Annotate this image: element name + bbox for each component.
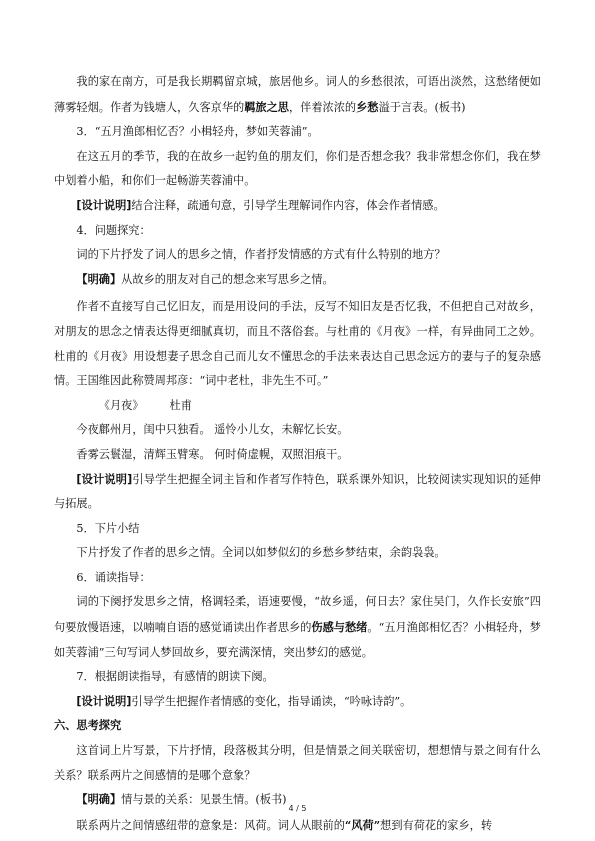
poem-heading <box>54 394 541 419</box>
bold-text: 羁旅之思 <box>244 99 289 114</box>
answer-text: 情与景的关系：见景生情。(板书) <box>121 793 287 807</box>
design-note-label: [设计说明] <box>76 198 132 212</box>
answer-1 <box>54 268 541 293</box>
item-4-heading: 4．问题探究： <box>76 223 151 237</box>
paragraph-wind-lotus <box>54 813 541 839</box>
item-7-heading: 7．根据朗读指导，有感情的朗读下阕。 <box>76 670 274 684</box>
bold-text: 乡愁 <box>356 99 379 114</box>
design-note-label: [设计说明] <box>76 694 132 708</box>
section-6-heading: 六、思考探究 <box>54 719 122 733</box>
answer-text: 从故乡的朋友对自己的想念来写思乡之情。 <box>121 272 334 286</box>
question-text: 词的下片抒发了词人的思乡之情，作者抒发情感的方式有什么特别的地方？ <box>76 248 446 262</box>
poem-line-1: 今夜鄜州月，闺中只独看。 遥怜小儿女，未解忆长安。 <box>76 423 349 437</box>
reading-guide <box>54 590 541 665</box>
item-3-heading: 3．“五月渔郎相忆否？小楫轻舟，梦如芙蓉浦”。 <box>76 125 319 139</box>
answer-label: 【明确】 <box>76 793 122 807</box>
paragraph-homesick <box>54 70 541 120</box>
design-note-text: 引导学生把握全词主旨和作者写作特色，联系课外知识，比较阅读实现知识的延伸与拓展。 <box>54 472 541 511</box>
text-run: 溢于言表。(板书) <box>378 100 466 114</box>
design-note-label: [设计说明] <box>76 472 133 486</box>
design-note-2 <box>54 468 541 517</box>
page-content <box>54 70 541 838</box>
poem-title: 《月夜》 <box>98 398 144 412</box>
poem-line-2: 香雾云鬟湿，清辉玉臂寒。 何时倚虚幌，双照泪痕干。 <box>76 447 349 461</box>
poem-author: 杜甫 <box>169 398 192 412</box>
paragraph-analysis: 作者不直接写自己忆旧友，而是用设问的手法，反写不知旧友是否忆我，不但把自己对故乡，对朋友的思念之情表达得更细腻真切，而且不落俗套。与杜甫的《月夜》一样，有异曲同工之妙。杜甫的《月夜》用设想妻子思念自己而儿女不懂思念的手法来表达自己思念远方的妻与子的复杂感情。王国维因此称赞周邦彦：“词中老杜，非先生不可。” <box>54 300 541 388</box>
summary-text: 下片抒发了作者的思乡之情。全词以如梦似幻的乡愁乡梦结束，余韵袅袅。 <box>76 546 446 560</box>
text-run: 我的家在南方，可是我长期羁留京城，旅居他乡。词人的乡愁很浓，可语出淡然，这愁绪便如薄雾轻烟。作者为钱塘人，久客京华的 <box>54 75 541 114</box>
text-run: 想到有荷花的家乡，转 <box>380 818 493 832</box>
bold-text: 伤感与愁绪 <box>311 620 368 635</box>
thinking-question: 这首词上片写景，下片抒情，段落极其分明，但是情景之间关联密切，想想情与景之间有什么关系？联系两片之间感情的是哪个意象？ <box>54 744 541 782</box>
text-run: 词的下阕抒发思乡之情，格调轻柔，语速要慢，“故乡遥，何日去？家住吴门，久作长安旅”四句要放慢语速，以喃喃自语的感觉诵读出作者思乡的 <box>54 595 541 635</box>
page-number: 4 / 5 <box>288 804 307 813</box>
design-note-text: 引导学生把握作者情感的变化，指导诵读，“吟咏诗韵”。 <box>131 694 412 708</box>
text-run: 联系两片之间情感纽带的意象是：风荷。词人从眼前的 <box>76 818 345 832</box>
design-note-1 <box>54 194 541 219</box>
item-5-heading: 5．下片小结 <box>76 521 140 535</box>
item-6-heading: 6．诵读指导： <box>76 570 151 584</box>
answer-label: 【明确】 <box>76 272 122 286</box>
paragraph-interpretation: 在这五月的季节，我的在故乡一起钓鱼的朋友们，你们是否想念我？我非常想念你们，我在梦中划着小船，和你们一起畅游芙蓉浦中。 <box>54 149 541 188</box>
text-run: 。“五月渔郎相忆否？小楫轻舟，梦如芙蓉浦”三句写词人梦回故乡，要充满深情，突出梦幻的感觉。 <box>54 621 541 659</box>
text-run: ，伴着浓浓的 <box>288 100 357 114</box>
bold-text: “风荷” <box>344 817 381 832</box>
design-note-3 <box>54 690 541 715</box>
design-note-text: 结合注释，疏通句意，引导学生理解词作内容，体会作者情感。 <box>131 198 445 212</box>
